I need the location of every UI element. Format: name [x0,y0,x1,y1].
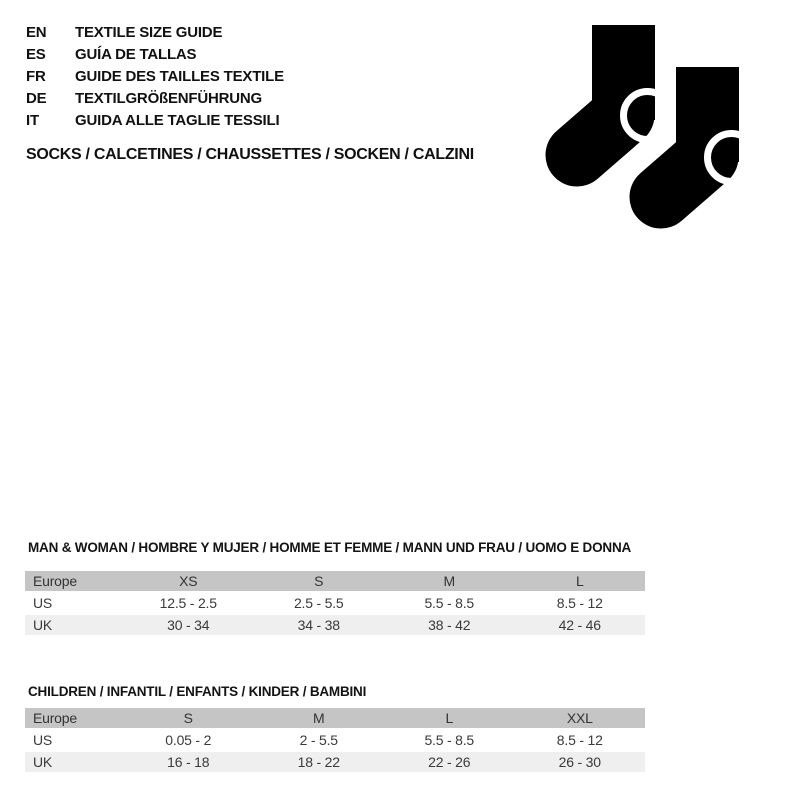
language-row [26,43,284,65]
size-range-cell: 26 - 30 [558,754,601,770]
man-woman-section-title: MAN & WOMAN / HOMBRE Y MUJER / HOMME ET FEMME / MANN UND FRAU / UOMO E DONNA [28,540,632,555]
table-row-uk [25,752,645,772]
size-range-cell: 16 - 18 [167,754,210,770]
language-row [26,87,284,109]
table-header-row [25,571,645,591]
guide-title: GUIDE DES TAILLES TEXTILE [75,67,284,85]
language-code: EN [26,23,47,41]
size-range-cell: 8.5 - 12 [556,595,603,611]
children-size-table [25,708,645,774]
column-header-region: Europe [33,573,77,589]
size-range-cell: 42 - 46 [558,617,601,633]
region-label: UK [33,617,53,633]
guide-title: TEXTILE SIZE GUIDE [75,23,223,41]
size-range-cell: 38 - 42 [428,617,471,633]
region-label: US [33,595,53,611]
language-code: FR [26,67,46,85]
guide-title: GUÍA DE TALLAS [75,45,197,63]
size-range-cell: 22 - 26 [428,754,471,770]
size-range-cell: 34 - 38 [297,617,340,633]
language-code: IT [26,111,39,129]
size-range-cell: 30 - 34 [167,617,210,633]
column-header-size: L [575,573,584,589]
table-header-row [25,708,645,728]
size-range-cell: 2 - 5.5 [299,732,338,748]
column-header-size: M [443,573,455,589]
children-section-title: CHILDREN / INFANTIL / ENFANTS / KINDER / BAMBINI [28,684,367,699]
guide-title: TEXTILGRÖßENFÜHRUNG [75,89,263,107]
size-range-cell: 0.05 - 2 [165,732,212,748]
column-header-size: S [314,573,324,589]
region-label: US [33,732,53,748]
column-header-size: XXL [566,710,593,726]
sock-front-shape [661,59,756,197]
table-row-us [25,730,645,750]
language-code: DE [26,89,47,107]
column-header-size: M [313,710,325,726]
category-line: SOCKS / CALCETINES / CHAUSSETTES / SOCKEN / CALZINI [26,146,474,163]
column-header-size: S [183,710,193,726]
sock-back-shape [577,25,672,155]
column-header-size: XS [179,573,198,589]
language-row [26,109,284,131]
column-header-region: Europe [33,710,77,726]
guide-title: GUIDA ALLE TAGLIE TESSILI [75,111,280,129]
size-range-cell: 2.5 - 5.5 [293,595,344,611]
man-woman-size-table [25,571,645,637]
size-range-cell: 12.5 - 2.5 [159,595,217,611]
table-row-uk [25,615,645,635]
size-range-cell: 8.5 - 12 [556,732,603,748]
language-title-block [26,21,284,131]
size-range-cell: 18 - 22 [297,754,340,770]
language-code: ES [26,45,46,63]
column-header-size: L [445,710,454,726]
table-row-us [25,593,645,613]
language-row [26,21,284,43]
region-label: UK [33,754,53,770]
size-range-cell: 5.5 - 8.5 [424,732,475,748]
socks-icon [530,15,770,245]
size-range-cell: 5.5 - 8.5 [424,595,475,611]
language-row [26,65,284,87]
